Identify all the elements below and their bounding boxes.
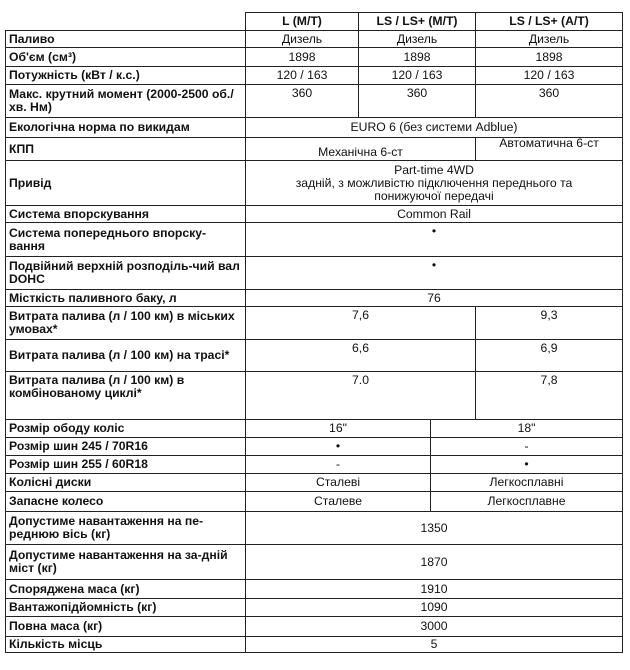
cell-torque-3: 360 bbox=[476, 85, 623, 118]
cell-preinjection: • bbox=[246, 223, 623, 257]
cell-fuel-3: Дизель bbox=[476, 31, 623, 48]
cell-payload: 1090 bbox=[246, 599, 623, 617]
cell-power-1: 120 / 163 bbox=[246, 67, 359, 85]
row-label-seats: Кількість місць bbox=[6, 637, 246, 653]
table-row bbox=[6, 492, 623, 512]
cell-fuel-2: Дизель bbox=[359, 31, 476, 48]
row-label-dohc: Подвійний верхній розподіль-чий вал DOHC bbox=[6, 257, 246, 290]
row-label-tyre1: Розмір шин 245 / 70R16 bbox=[6, 438, 246, 456]
cell-tyre1-b: - bbox=[431, 438, 623, 456]
table-row bbox=[6, 31, 623, 48]
table-row bbox=[6, 474, 623, 492]
table-row bbox=[6, 599, 623, 617]
drive-line-2: задній, з можливістю підключення переднього та bbox=[295, 175, 573, 190]
table-header-row bbox=[6, 13, 623, 31]
table-row bbox=[6, 206, 623, 223]
cell-curb: 1910 bbox=[246, 580, 623, 599]
cell-seats: 5 bbox=[246, 637, 623, 653]
row-label-payload: Вантажопідйомність (кг) bbox=[6, 599, 246, 617]
cell-volume-3: 1898 bbox=[476, 48, 623, 67]
cell-power-3: 120 / 163 bbox=[476, 67, 623, 85]
cell-torque-2: 360 bbox=[359, 85, 476, 118]
row-label-spare: Запасне колесо bbox=[6, 492, 246, 512]
cell-cons-city-mt: 7,6 bbox=[246, 307, 476, 340]
cell-spare-b: Легкосплавне bbox=[431, 492, 623, 512]
cell-cons-comb-mt: 7.0 bbox=[246, 372, 476, 420]
table-row bbox=[6, 512, 623, 545]
cell-rim-a: 16" bbox=[246, 420, 431, 438]
cell-cons-highway-at: 6,9 bbox=[476, 340, 623, 372]
table-row bbox=[6, 85, 623, 118]
table-row bbox=[6, 420, 623, 438]
cell-front-load: 1350 bbox=[246, 512, 623, 545]
row-label-torque: Макс. крутний момент (2000-2500 об./хв. Нм) bbox=[6, 85, 246, 118]
row-label-cons-city: Витрата палива (л / 100 км) в міських умовах* bbox=[6, 307, 246, 340]
cell-rim-b: 18" bbox=[431, 420, 623, 438]
cell-volume-2: 1898 bbox=[359, 48, 476, 67]
row-label-gearbox: КПП bbox=[6, 138, 246, 161]
cell-volume-1: 1898 bbox=[246, 48, 359, 67]
cell-gearbox-auto: Автоматична 6-ст bbox=[476, 138, 623, 161]
cell-fuel-1: Дизель bbox=[246, 31, 359, 48]
cell-gross: 3000 bbox=[246, 617, 623, 637]
cell-tyre1-a: • bbox=[246, 438, 431, 456]
cell-cons-highway-mt: 6,6 bbox=[246, 340, 476, 372]
table-row bbox=[6, 161, 623, 206]
row-label-power: Потужність (кВт / к.с.) bbox=[6, 67, 246, 85]
row-label-drive: Привід bbox=[6, 161, 246, 206]
cell-power-2: 120 / 163 bbox=[359, 67, 476, 85]
table-row bbox=[6, 307, 623, 340]
table-row bbox=[6, 545, 623, 580]
row-label-wheels: Колісні диски bbox=[6, 474, 246, 492]
row-label-rear-load: Допустиме навантаження на за-дній міст (кг) bbox=[6, 545, 246, 580]
cell-tank: 76 bbox=[246, 290, 623, 307]
cell-torque-1: 360 bbox=[246, 85, 359, 118]
header-empty bbox=[6, 13, 246, 31]
table-row bbox=[6, 617, 623, 637]
row-label-curb: Споряджена маса (кг) bbox=[6, 580, 246, 599]
cell-cons-city-at: 9,3 bbox=[476, 307, 623, 340]
table-row bbox=[6, 372, 623, 420]
cell-wheels-a: Сталеві bbox=[246, 474, 431, 492]
table-row bbox=[6, 257, 623, 290]
table-row bbox=[6, 340, 623, 372]
cell-gearbox-manual: Механічна 6-ст bbox=[246, 138, 476, 161]
row-label-injection: Система впорскування bbox=[6, 206, 246, 223]
row-label-cons-highway: Витрата палива (л / 100 км) на трасі* bbox=[6, 340, 246, 372]
row-label-volume: Об'єм (см³) bbox=[6, 48, 246, 67]
spec-table bbox=[5, 12, 623, 653]
table-row bbox=[6, 580, 623, 599]
cell-wheels-b: Легкосплавні bbox=[431, 474, 623, 492]
cell-drive bbox=[246, 161, 623, 206]
table-row bbox=[6, 118, 623, 138]
table-row bbox=[6, 290, 623, 307]
table-row bbox=[6, 438, 623, 456]
table-row bbox=[6, 138, 623, 161]
row-label-tank: Місткість паливного баку, л bbox=[6, 290, 246, 307]
cell-dohc: • bbox=[246, 257, 623, 290]
cell-tyre2-b: • bbox=[431, 456, 623, 474]
header-col-ls-mt: LS / LS+ (M/T) bbox=[359, 13, 476, 31]
row-label-gross: Повна маса (кг) bbox=[6, 617, 246, 637]
row-label-preinjection: Система попереднього впорску-вання bbox=[6, 223, 246, 257]
cell-cons-comb-at: 7,8 bbox=[476, 372, 623, 420]
header-col-ls-at: LS / LS+ (A/T) bbox=[476, 13, 623, 31]
row-label-tyre2: Розмір шин 255 / 60R18 bbox=[6, 456, 246, 474]
row-label-eco: Екологічна норма по викидам bbox=[6, 118, 246, 138]
header-col-l-mt: L (M/T) bbox=[246, 13, 359, 31]
cell-injection: Common Rail bbox=[246, 206, 623, 223]
cell-tyre2-a: - bbox=[246, 456, 431, 474]
cell-rear-load: 1870 bbox=[246, 545, 623, 580]
row-label-cons-comb: Витрата палива (л / 100 км) в комбінованому циклі* bbox=[6, 372, 246, 420]
table-row bbox=[6, 223, 623, 257]
cell-eco: EURO 6 (без системи Adblue) bbox=[246, 118, 623, 138]
cell-spare-a: Сталеве bbox=[246, 492, 431, 512]
drive-line-1: Part-time 4WD bbox=[394, 162, 474, 177]
drive-line-3: понижуючої передачі bbox=[374, 188, 494, 203]
table-row bbox=[6, 48, 623, 67]
row-label-fuel: Паливо bbox=[6, 31, 246, 48]
row-label-front-load: Допустиме навантаження на пе-реднюю вісь (кг) bbox=[6, 512, 246, 545]
row-label-rim: Розмір ободу коліс bbox=[6, 420, 246, 438]
table-row bbox=[6, 456, 623, 474]
table-row bbox=[6, 67, 623, 85]
table-row bbox=[6, 637, 623, 653]
